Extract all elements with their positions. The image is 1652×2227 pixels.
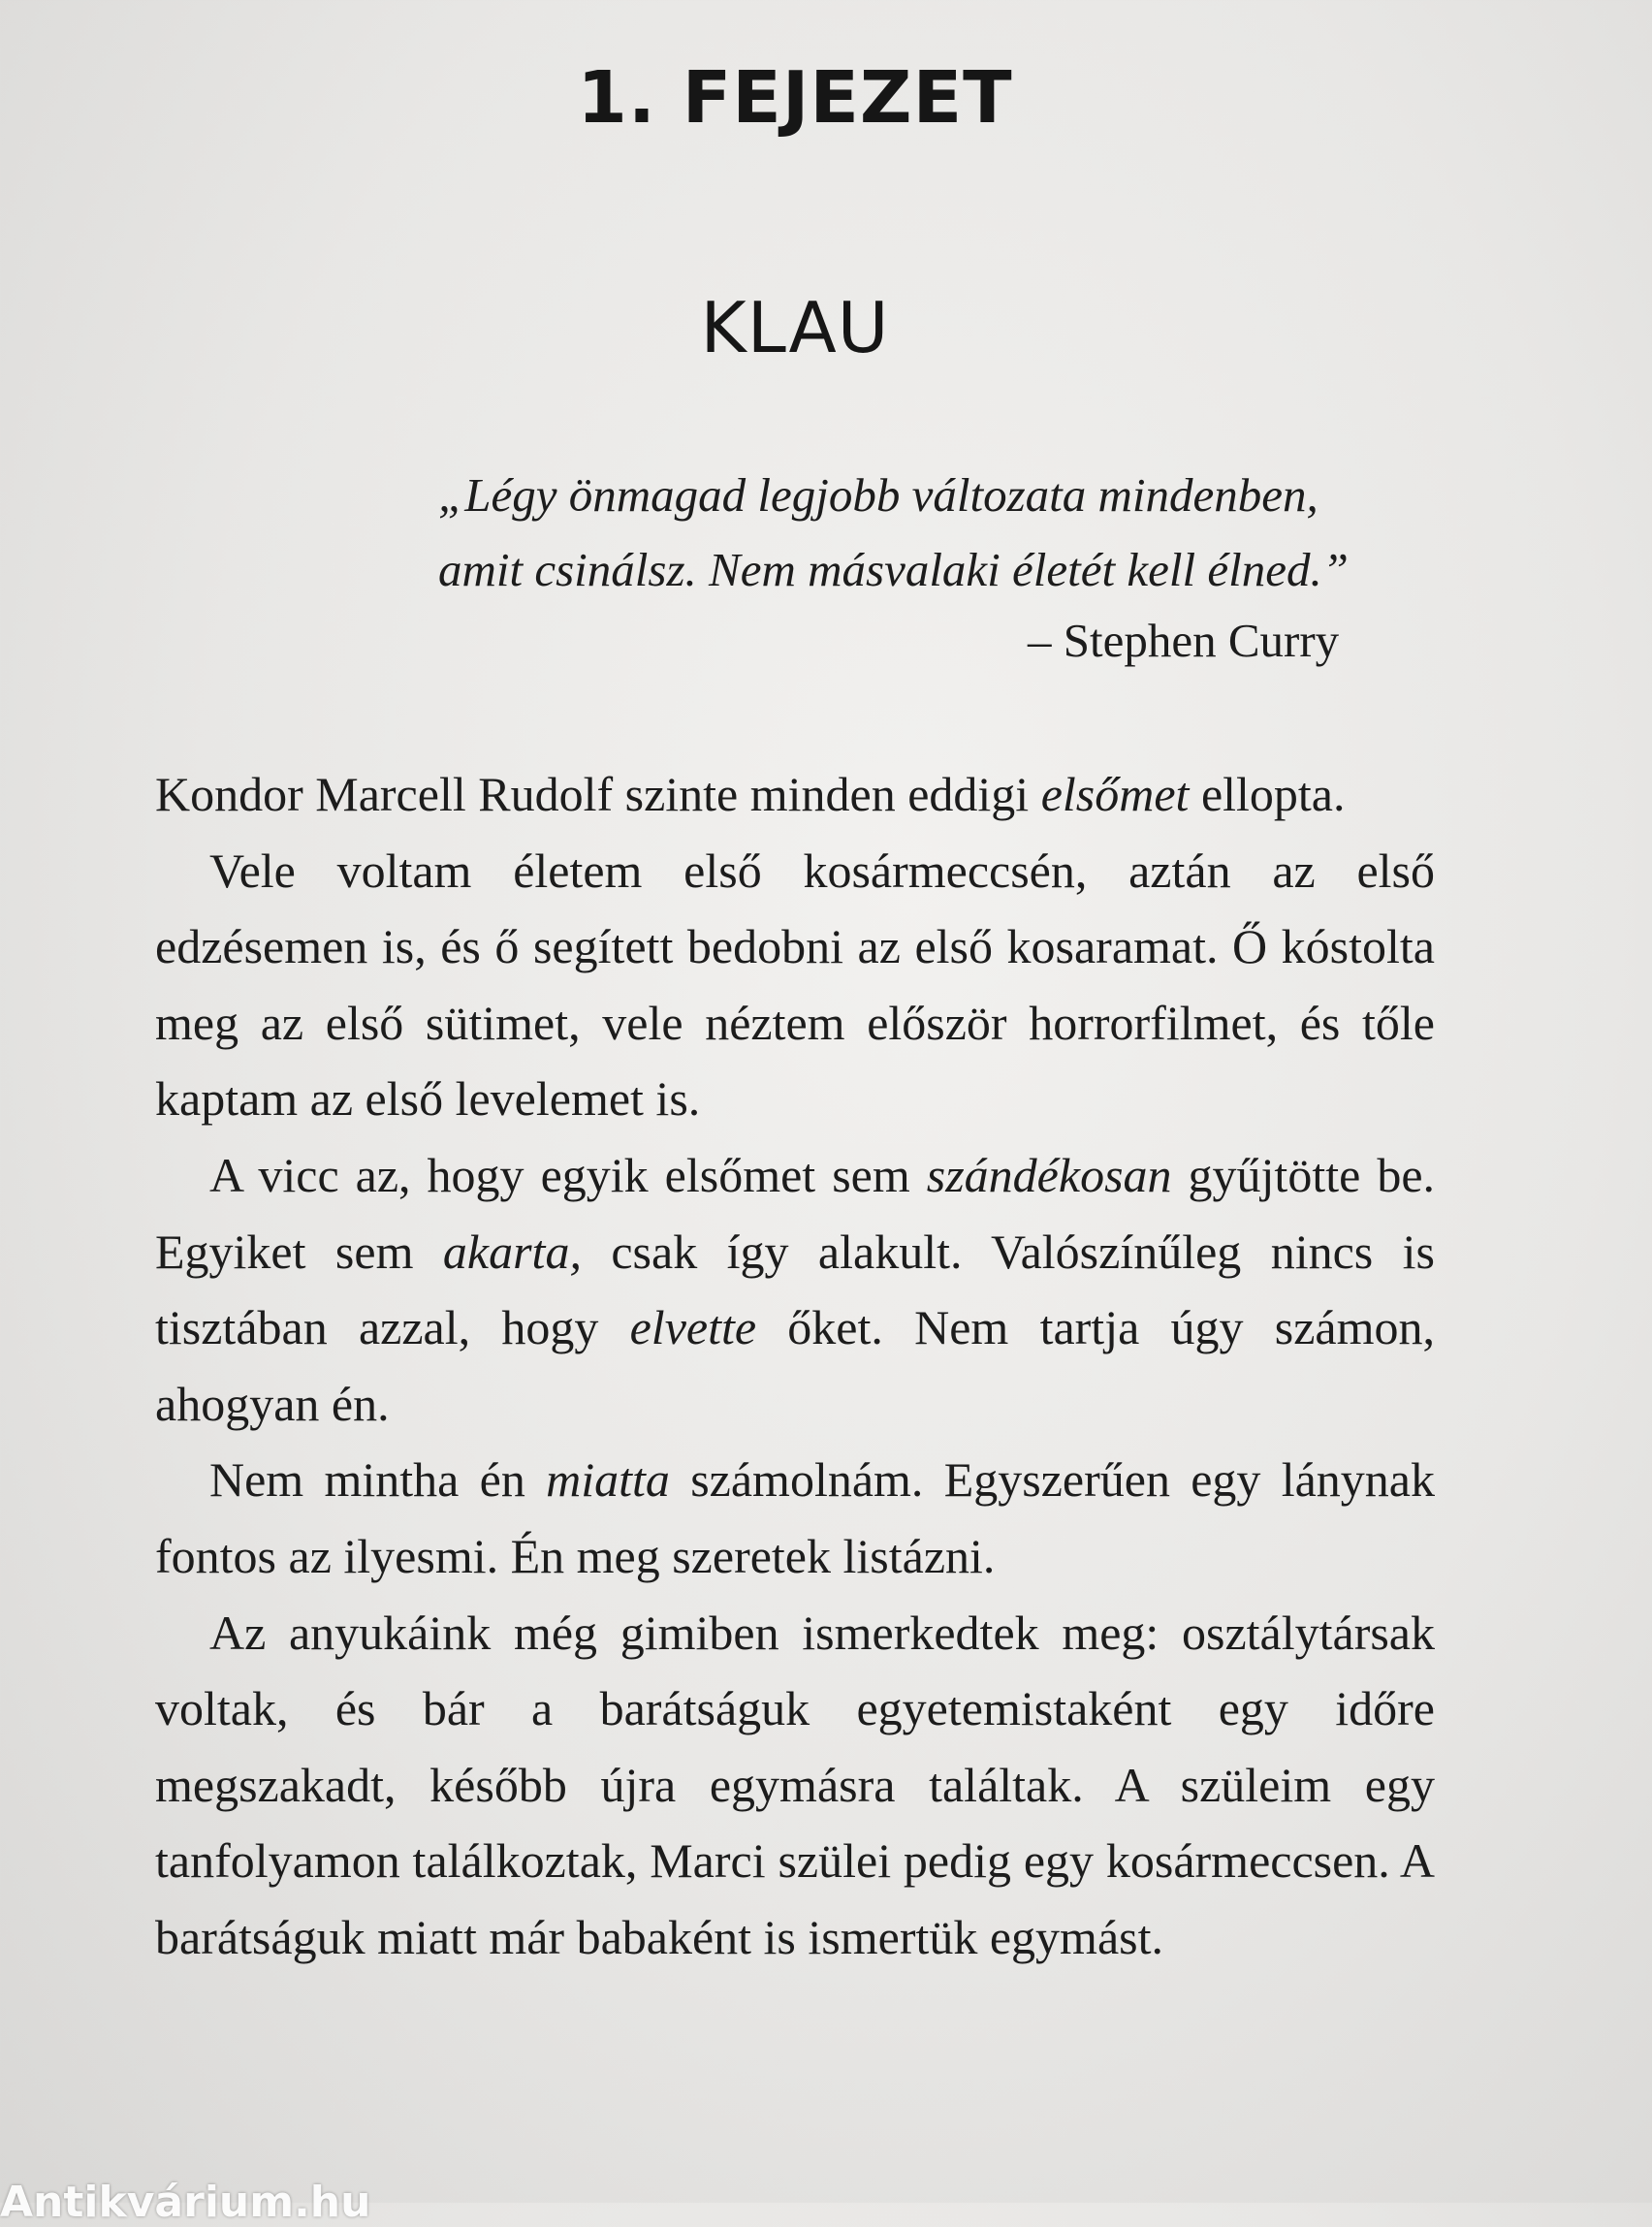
paragraph-1-text-a: Kondor Marcell Rudolf szinte minden eddigi	[155, 767, 1041, 821]
paragraph-3-emphasis-2: akarta,	[442, 1224, 582, 1279]
epigraph-quote	[438, 458, 1417, 607]
paragraph-4-emphasis: miatta	[546, 1452, 670, 1508]
paragraph-1	[155, 756, 1435, 833]
epigraph-line-1: „Légy önmagad legjobb változata mindenben,	[438, 468, 1318, 522]
paragraph-2: Vele voltam életem első kosármeccsén, aztán az első edzésemen is, és ő segített bedobni az első kosaramat. Ő kóstolta meg az első sütimet, vele néztem először horrorfilmet, és tőle kaptam az első levelemet is.	[155, 843, 1435, 1127]
paragraph-4-text-c: számolnám. Egyszerűen egy lánynak fontos az ilyesmi. Én meg szeretek listázni.	[155, 1452, 1435, 1583]
paragraph-3-text-e: csak így alakult. Valószínűleg nincs is tisztában azzal, hogy	[155, 1224, 1436, 1355]
paragraph-3-text-a: A vicc az, hogy egyik elsőmet sem	[209, 1147, 927, 1202]
paragraph-4	[155, 1442, 1435, 1594]
chapter-title: KLAU	[700, 287, 890, 368]
paragraph-3-emphasis-1: szándékosan	[926, 1147, 1172, 1202]
epigraph-attribution: – Stephen Curry	[1028, 614, 1340, 667]
paragraph-1-text-c: ellopta.	[1189, 767, 1346, 821]
paragraph-3	[155, 1137, 1435, 1442]
paragraph-3-emphasis-3: elvette	[629, 1300, 757, 1355]
paragraph-1-emphasis: elsőmet	[1040, 767, 1190, 821]
paragraph-3-text-c: gyűjtötte be. Egyiket sem	[155, 1147, 1436, 1279]
chapter-number: 1. FEJEZET	[577, 56, 1013, 140]
chapter-body	[155, 756, 1435, 1976]
paragraph-3-text-g: őket. Nem tartja úgy számon, ahogyan én.	[155, 1300, 1435, 1431]
paragraph-5: Az anyukáink még gimiben ismerkedtek meg: osztálytársak voltak, és bár a barátságuk egyetemistaként egy időre megszakadt, később újra egymásra találtak. A szüleim egy tanfolyamon találkoztak, Marci szülei pedig egy kosármeccsen. A barátságuk miatt már babaként is ismertük egymást.	[155, 1605, 1435, 1964]
watermark: Antikvárium.hu	[0, 2178, 371, 2227]
epigraph-line-2: amit csinálsz. Nem másvalaki életét kell élned.”	[438, 543, 1349, 596]
paragraph-4-text-a: Nem mintha én	[209, 1452, 547, 1508]
